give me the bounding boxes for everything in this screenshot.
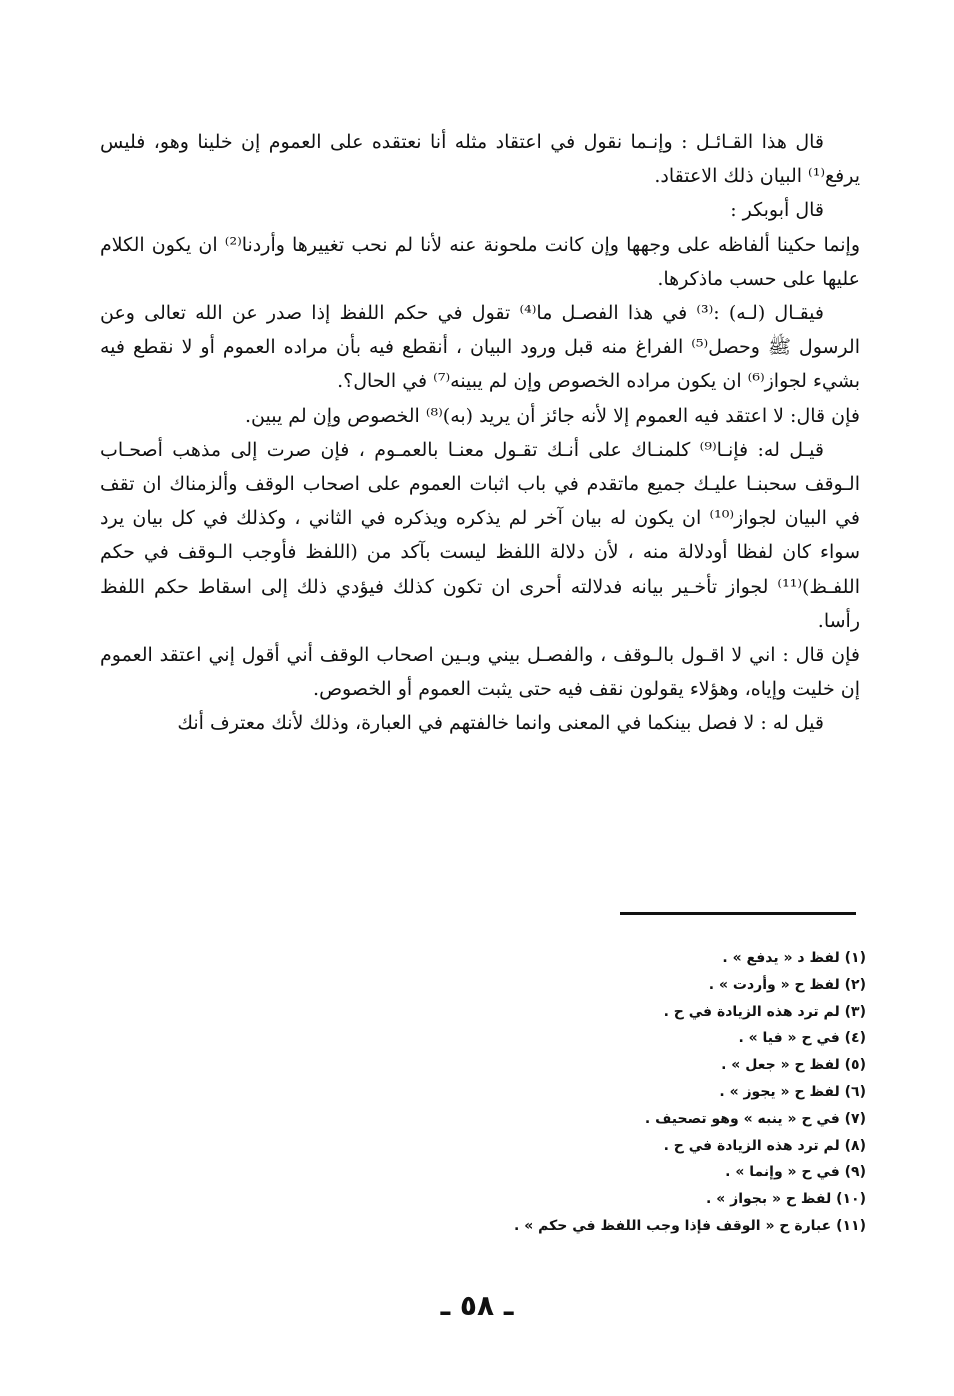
footnotes: [306, 945, 866, 1240]
footnote-separator: [620, 912, 856, 915]
footnote: (١٠) لفظ ح « بجواز » .: [706, 1191, 866, 1208]
footnote: (٢) لفظ ح « وأردت » .: [708, 976, 866, 993]
footnote: (١١) عبارة ح « الوقف فإذا وجب اللفظ في حكم » .: [514, 1217, 866, 1234]
main-text: [100, 125, 860, 741]
paragraph: فإن قال : اني لا اقـول بالـوقف ، والفصـل بيني وبـين اصحاب الوقف أني أقول إني اعتقد العموم إن خليت وإياه، وهؤلاء يقولون نقف فيه حتى يثبت العموم أو الخصوص.: [100, 644, 860, 701]
paragraph: وإنما حكينا ألفاظه على وجهها وإن كانت ملحونة عنه لأنا لم نحب تغييرها وأردنا⁽²⁾ ان يكون الكلام عليها على حسب ماذكرها.: [100, 233, 860, 290]
footnote: (٦) لفظ ح « يجوز » .: [719, 1083, 866, 1100]
footnote: (٩) في ح « وإنما » .: [725, 1164, 866, 1181]
paragraph: قيـل له: فإنـا⁽⁹⁾ كلمنـاك على أنـك تقـول معنـا بالعمـوم ، فإن صرت إلى مذهب أصحـاب الـوقف سحبنـا عليـك جميع ماتقدم في باب اثبات العموم على اصحاب الوقف وألزمناك ان تقف في البيان لجواز⁽¹⁰⁾ ان يكون له بيان آخر لم يذكره ويذكره في الثاني ، وكذلك في كل بيان يرد سواء كان لفظا أودلالة منه ، لأن دلالة اللفظ ليست بآكد من (اللفظ فأوجب الـوقف في حكم اللفـظ)⁽¹¹⁾ لجواز تأخـير بيانه فدلالته أحرى ان تكون كذلك فيؤدي ذلك إلى اسقاط حكم اللفظ رأسا.: [100, 438, 860, 632]
paragraph: قيل له : لا فصل بينكما في المعنى وانما خالفتهم في العبارة، وذلك لأنك معترف أنك: [177, 712, 824, 735]
footnote: (٣) لم ترد هذه الزيادة في ح .: [663, 1003, 866, 1020]
paragraph: قال هذا القـائـل : وإنـما نقول في اعتقاد مثله أنا نعتقده على العموم إن خلينا وهو، فليس يرفع⁽¹⁾ البيان ذلك الاعتقاد.: [100, 131, 860, 188]
footnote: (٧) في ح « ينبه » وهو تصحيف .: [644, 1110, 866, 1127]
footnote: (٨) لم ترد هذه الزيادة في ح .: [663, 1137, 866, 1154]
paragraph: قال أبوبكر :: [730, 199, 824, 222]
footnote: (٤) في ح « فيا » .: [738, 1030, 866, 1047]
page-number: ـ ٥٨ ـ: [440, 1289, 514, 1322]
paragraph: فإن قال: لا اعتقد فيه العموم إلا لأنه جائز أن يريد (به)⁽⁸⁾ الخصوص وإن لم يبين.: [244, 404, 860, 427]
footnote: (١) لفظ د « يدفع » .: [722, 950, 866, 966]
footnote: (٥) لفظ ح « جعل » .: [721, 1057, 866, 1074]
paragraph: فيقـال (لـه) :⁽³⁾ في هذا الفصـل ما⁽⁴⁾ تقول في حكم اللفظ إذا صدر عن الله تعالى وعن الرسول ﷺ وحصل⁽⁵⁾ الفراغ منه قبل ورود البيان ، أنقطع فيه بأن مراده العموم أو لا نقطع فيه بشيء لجواز⁽⁶⁾ ان يكون مراده الخصوص وإن لم يبينه⁽⁷⁾ في الحال؟.: [100, 302, 860, 393]
